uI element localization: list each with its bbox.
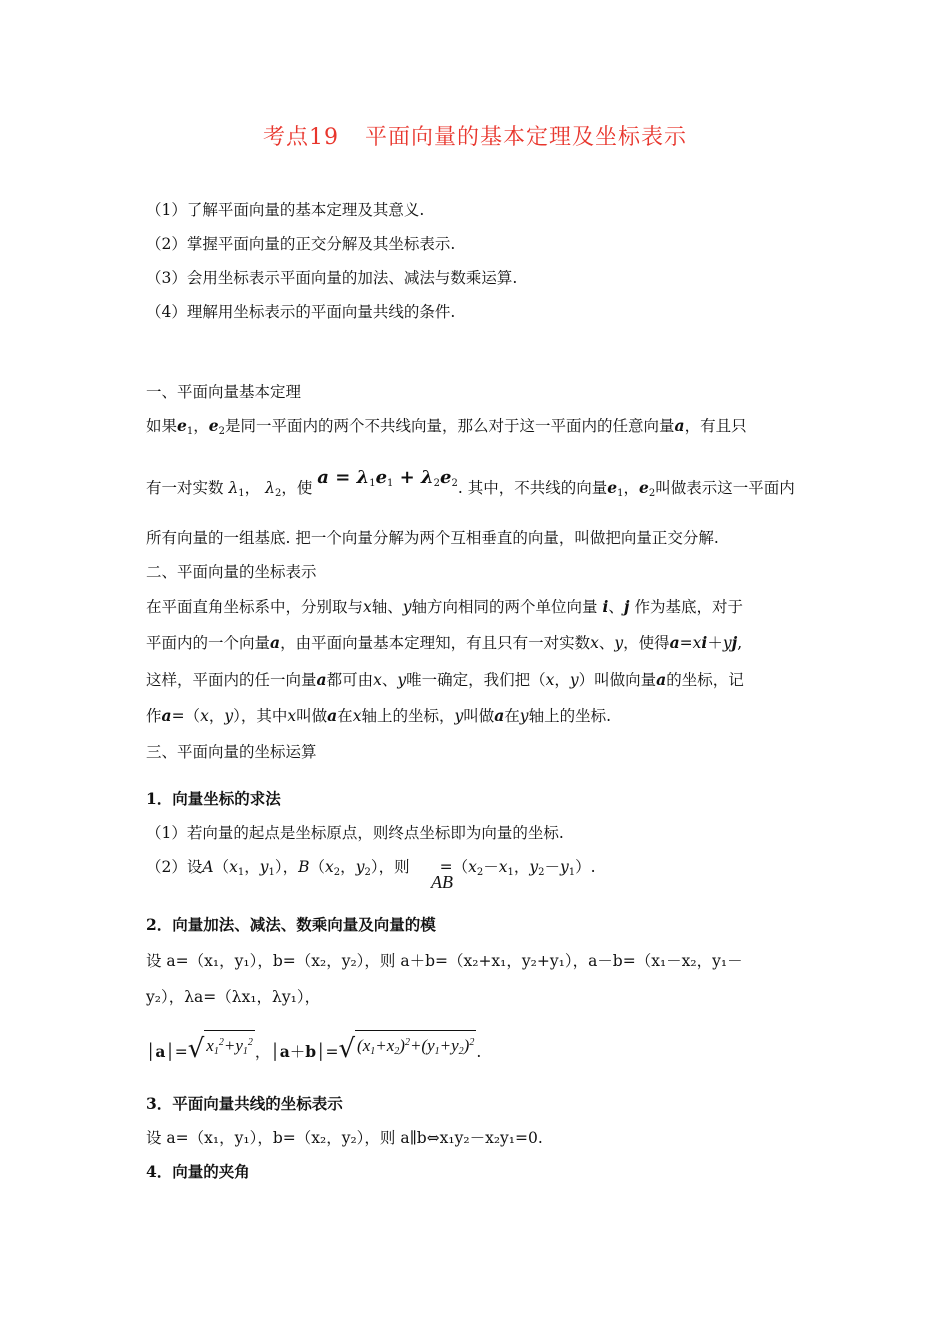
subsection-2-line-1: 设 a=（x₁，y₁），b=（x₂，y₂），则 a＋b=（x₂+x₁，y₂+y₁），a－b=（x₁－x₂，y₁－	[146, 952, 743, 970]
vector-ab-label: AB	[431, 872, 453, 892]
section-1-line-2: 有一对实数 $\lambda_1$， $\lambda_2$，使 $a = \lambda_1e_1 + \lambda_2e_2$. 其中，不共线的向量$e_1$，$e_2$叫做表示这一平面内	[146, 467, 795, 499]
section-1-line-1: 如果$e_1$，$e_2$是同一平面内的两个不共线向量，那么对于这一平面内的任意向量a，有且只	[146, 416, 747, 437]
subheading-2: 2．向量加法、减法、数乘向量及向量的模	[146, 915, 436, 934]
section-2-line-1: 在平面直角坐标系中，分别取与x轴、y轴方向相同的两个单位向量 i、j 作为基底，对于	[146, 597, 743, 616]
title-topic-name: 平面向量的基本定理及坐标表示	[364, 125, 687, 150]
section-2-line-2: 平面内的一个向量a，由平面向量基本定理知，有且只有一对实数x、y，使得a=xi＋yj,	[146, 633, 743, 652]
objective-1: （1）了解平面向量的基本定理及其意义.	[146, 201, 425, 219]
magnitude-sum-sqrt: √ $(x_1+x_2)^2+(y_1+y_2)^2$	[338, 1030, 476, 1062]
title-topic-number: 考点19	[262, 125, 339, 150]
basis-formula: $a = \lambda_1e_1 + \lambda_2e_2$	[317, 467, 458, 489]
section-2-heading: 二、平面向量的坐标表示	[146, 563, 317, 581]
subheading-3: 3．平面向量共线的坐标表示	[146, 1094, 343, 1113]
subsection-3-line: 设 a=（x₁，y₁），b=（x₂，y₂），则 a∥b⇔x₁y₂－x₂y₁=0.	[146, 1129, 543, 1147]
subsection-1-point-2: （2）设$A(x_1$，$y_1$），$B(x_2$，$y_2$），则 $=(x_2-x_1$，$y_2-y_1$）.	[146, 858, 596, 878]
section-2-line-3: 这样，平面内的任一向量a都可由x、y唯一确定，我们把（x，y）叫做向量a的坐标，记	[146, 670, 744, 689]
objective-3: （3）会用坐标表示平面向量的加法、减法与数乘运算.	[146, 269, 518, 287]
section-1-line-3: 所有向量的一组基底. 把一个向量分解为两个互相垂直的向量，叫做把向量正交分解.	[146, 529, 719, 547]
objective-4: （4）理解用坐标表示的平面向量共线的条件.	[146, 303, 456, 321]
subheading-1: 1．向量坐标的求法	[146, 789, 281, 808]
magnitude-formulas: │a│= √ $x_1^2+y_1^2$ ，│a＋b│= √ $(x_1+x_2)^2+(y_1+y_2)^2$ .	[146, 1022, 481, 1062]
section-1-heading: 一、平面向量基本定理	[146, 383, 302, 401]
objective-2: （2）掌握平面向量的正交分解及其坐标表示.	[146, 235, 456, 253]
page-title	[0, 120, 950, 151]
section-2-line-4: 作a=（x，y），其中x叫做a在x轴上的坐标，y叫做a在y轴上的坐标.	[146, 706, 611, 725]
magnitude-a-sqrt: √ $x_1^2+y_1^2$	[188, 1030, 255, 1062]
subsection-1-point-1: （1）若向量的起点是坐标原点，则终点坐标即为向量的坐标.	[146, 824, 564, 842]
subsection-2-line-2: y₂），λa=（λx₁，λy₁），	[146, 988, 321, 1006]
section-3-heading: 三、平面向量的坐标运算	[146, 743, 317, 761]
subheading-4: 4．向量的夹角	[146, 1162, 250, 1181]
